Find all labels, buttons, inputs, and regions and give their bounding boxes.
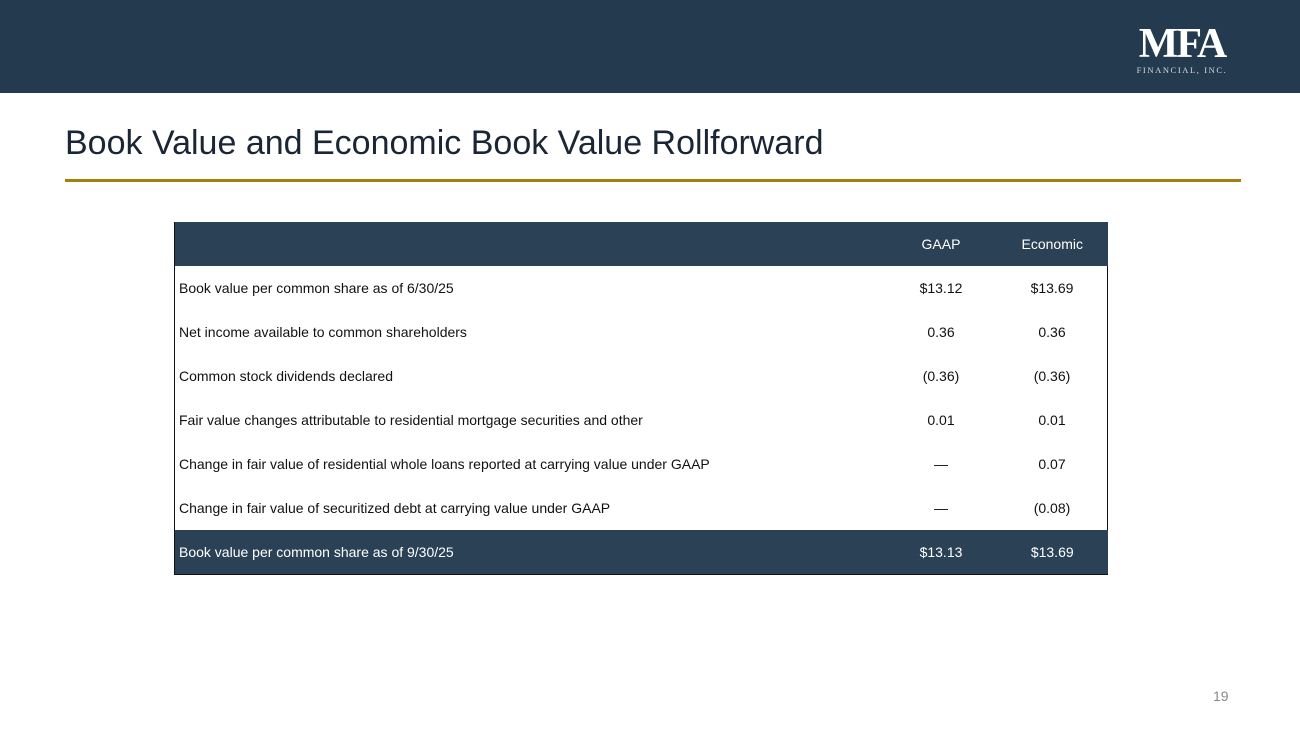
title-divider (65, 179, 1241, 182)
rollforward-table (174, 222, 1108, 575)
logo-mark: MFA (1138, 21, 1226, 67)
table-row (175, 354, 1108, 398)
row-economic-value: 0.36 (997, 310, 1108, 354)
row-economic-value: $13.69 (997, 266, 1108, 310)
total-gaap-value: $13.13 (885, 530, 997, 575)
row-label: Change in fair value of residential whole loans reported at carrying value under GAAP (175, 442, 886, 486)
row-gaap-value: — (885, 486, 997, 530)
header-label-cell (175, 222, 886, 266)
table-row (175, 266, 1108, 310)
row-gaap-value: 0.36 (885, 310, 997, 354)
page-title: Book Value and Economic Book Value Rollforward (65, 124, 824, 162)
row-label: Fair value changes attributable to residential mortgage securities and other (175, 398, 886, 442)
header-gaap: GAAP (921, 236, 961, 252)
row-economic-value: 0.01 (997, 398, 1108, 442)
total-economic-value: $13.69 (997, 530, 1108, 575)
row-gaap-value: (0.36) (885, 354, 997, 398)
page-number: 19 (1213, 688, 1229, 704)
table-row (175, 398, 1108, 442)
total-label: Book value per common share as of 9/30/25 (175, 530, 886, 575)
row-label: Net income available to common shareholders (175, 310, 886, 354)
row-gaap-value: $13.12 (885, 266, 997, 310)
table-total-row (175, 530, 1108, 575)
table-row (175, 310, 1108, 354)
row-gaap-value: 0.01 (885, 398, 997, 442)
row-economic-value: 0.07 (997, 442, 1108, 486)
table-row (175, 486, 1108, 530)
row-label: Book value per common share as of 6/30/25 (175, 266, 886, 310)
table-row (175, 442, 1108, 486)
row-gaap-value: — (885, 442, 997, 486)
table-header-row (175, 222, 1108, 266)
header-band (0, 0, 1300, 93)
row-label: Common stock dividends declared (175, 354, 886, 398)
header-economic: Economic (1021, 236, 1083, 252)
mfa-logo (1126, 21, 1238, 75)
row-economic-value: (0.36) (997, 354, 1108, 398)
row-label: Change in fair value of securitized debt at carrying value under GAAP (175, 486, 886, 530)
row-economic-value: (0.08) (997, 486, 1108, 530)
logo-subtext: FINANCIAL, INC. (1136, 65, 1228, 75)
